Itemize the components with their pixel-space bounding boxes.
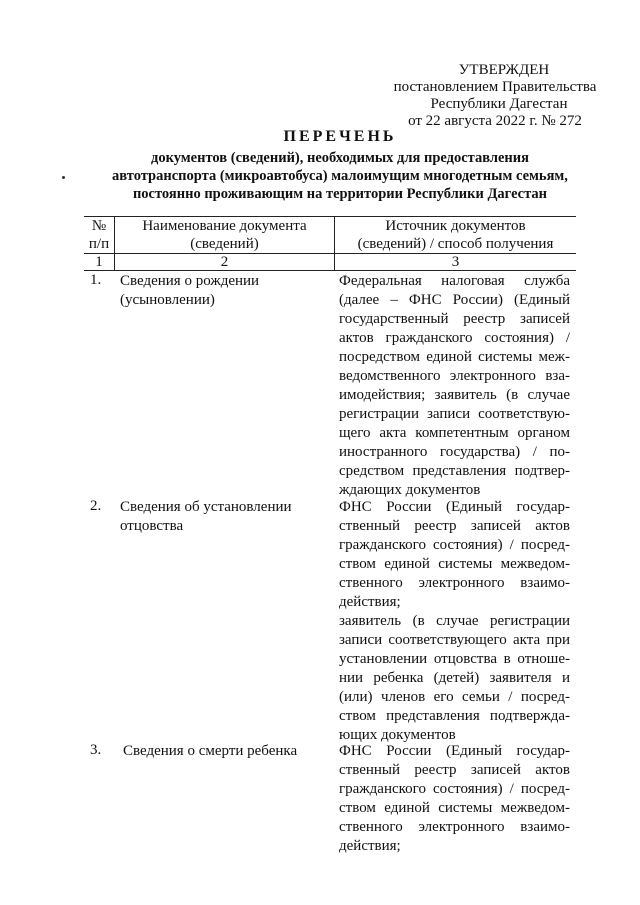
scan-speck: [62, 176, 65, 179]
document-source: ФНС России (Единый государ- ственный реестр записей актов гражданского состояния) / посред- ством единой системы межведом- ственного электронного взаимо- действия;: [339, 743, 570, 854]
document-name: Сведения о смерти ребенка: [123, 743, 298, 759]
row-number: 1.: [90, 272, 102, 288]
header-source: Источник документов (сведений) / способ получения: [357, 218, 554, 252]
column-number: 1: [95, 254, 103, 270]
document-source: Федеральная налоговая служба (далее – ФНС России) (Единый государственный реестр записей актов гражданского состояния) / посредством единой системы меж- ведомственного электронного вза- имодействия; заявитель (в случае регистрации записи соответствую- щего акта компетентным органом иностранного государства) / по- средством представления подтвер- ждающих документов: [339, 273, 570, 498]
document-subtitle: [90, 149, 590, 203]
column-number: 2: [220, 254, 229, 270]
row-number: 3.: [90, 742, 102, 758]
header-name: Наименование документа (сведений): [142, 218, 307, 252]
subtitle-line: документов (сведений), необходимых для предоставления: [151, 150, 529, 166]
approval-line: постановлением Правительства: [393, 79, 597, 95]
header-num: № п/п: [88, 218, 110, 252]
approval-line: Республики Дагестан: [430, 96, 568, 112]
row-number: 2.: [90, 498, 102, 514]
document-name: Сведения о рождении (усыновлении): [120, 273, 260, 308]
document-source: ФНС России (Единый государ- ственный реестр записей актов гражданского состояния) / посред- ством единой системы межведом- ственного электронного взаимо- действия; заявитель (в случае регистрации записи соответствующего акта при установлении отцовства в отноше- нии ребенка (детей) заявителя и (или) членов его семьи / посред- ством представления подтвержда- ющих документов: [339, 499, 570, 743]
approval-line: УТВЕРЖДЕН: [458, 62, 550, 78]
subtitle-line: постоянно проживающим на территории Республики Дагестан: [132, 186, 548, 202]
document-name: Сведения об установлении отцовства: [120, 499, 292, 534]
subtitle-line: автотранспорта (микроавтобуса) малоимущим многодетным семьям,: [112, 168, 568, 184]
document-title: ПЕРЕЧЕНЬ: [283, 128, 397, 145]
column-number: 3: [451, 254, 460, 270]
approval-line: от 22 августа 2022 г. № 272: [408, 113, 582, 129]
approval-block: [380, 62, 610, 130]
